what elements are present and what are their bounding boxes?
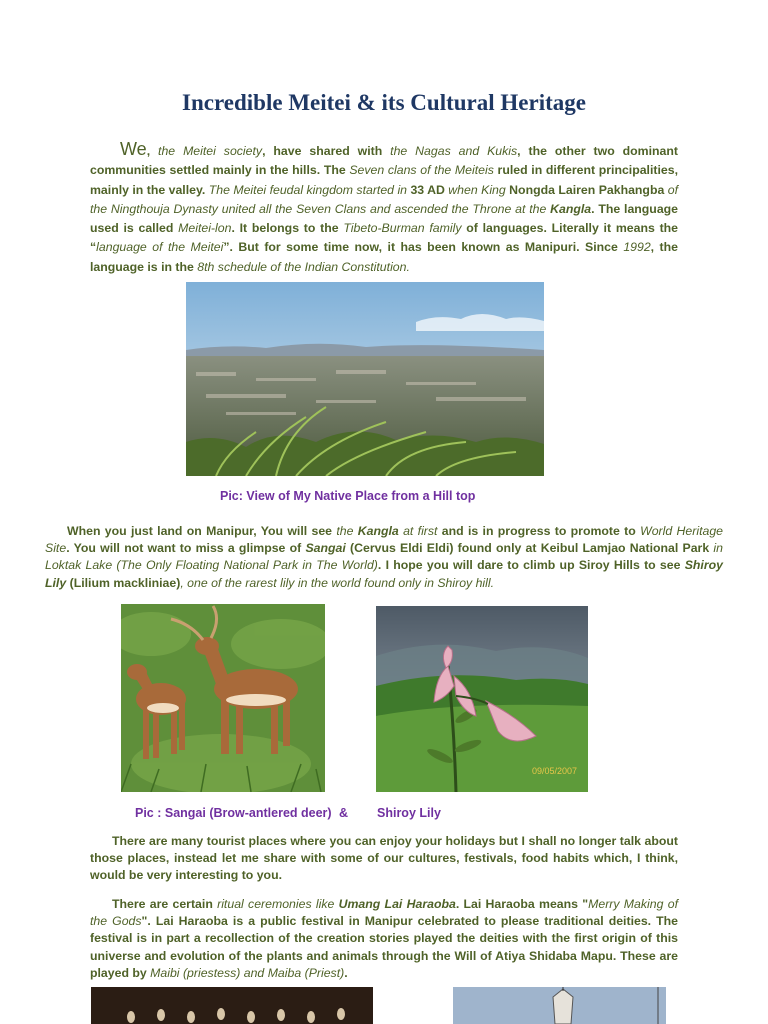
intro-paragraph: We, the Meitei society, have shared with the Nagas and Kukis, the other two dominant communities settled mainly in the hills. The Seven clans of the Meiteis ruled in different principalities, mainly in the valley. The Meitei feudal kingdom started in 33 AD when King Nongda Lairen Pakhangba of the Ningthouja Dynasty united all the Seven Clans and ascended the Throne at the Kangla. The language used is called Meitei-lon. It belongs to the Tibeto-Burman family of languages. Literally it means the “language of the Meitei”. But for some time now, it has been known as Manipuri. Since 1992, the language is in the 8th schedule of the Indian Constitution. <box>90 139 679 274</box>
caption-ampersand: & <box>339 806 349 820</box>
temple-photo <box>453 987 666 1024</box>
lily-caption: Shiroy Lily <box>377 806 441 820</box>
sangai-caption: Pic : Sangai (Brow-antlered deer) <box>135 806 332 820</box>
manipur-paragraph: When you just land on Manipur, You will see the Kangla at first and is in progress to promote to World Heritage Site. You will not want to miss a glimpse of Sangai (Cervus Eldi Eldi) found only at Keibul Lamjao National Park in Loktak Lake (The Only Floating National Park in The World). I hope you will dare to climb up Siroy Hills to see Shiroy Lily (Lilium mackliniae), one of the rarest lily in the world found only in Shiroy hill. <box>45 524 724 590</box>
lai-haraoba-paragraph: There are certain ritual ceremonies like Umang Lai Haraoba. Lai Haraoba means "Merry Making of the Gods". Lai Haraoba is a public festival in Manipur celebrated to please traditional deities. The festival is in part a recollection of the creation stories played the deities with the first origin of this universe and evolution of the plants and animals through the Will of Atiya Shidaba Mapu. These are played by Maibi (priestess) and Maiba (Priest). <box>90 897 678 980</box>
valley-photo-caption: Pic: View of My Native Place from a Hill top <box>220 489 476 503</box>
intro-first-word: We <box>120 139 147 159</box>
photo-date-stamp: 09/05/2007 <box>532 766 578 776</box>
tourism-paragraph: There are many tourist places where you can enjoy your holidays but I shall no longer talk about those places, instead let me share with some of our cultures, festivals, food habits which, I think, would be very interesting to you. <box>90 834 678 883</box>
lai-haraoba-dancers-photo <box>91 987 373 1024</box>
valley-view-photo <box>186 282 544 476</box>
sangai-deer-photo <box>121 604 325 792</box>
page-title: Incredible Meitei & its Cultural Heritage <box>182 90 586 115</box>
shiroy-lily-photo <box>376 606 588 792</box>
